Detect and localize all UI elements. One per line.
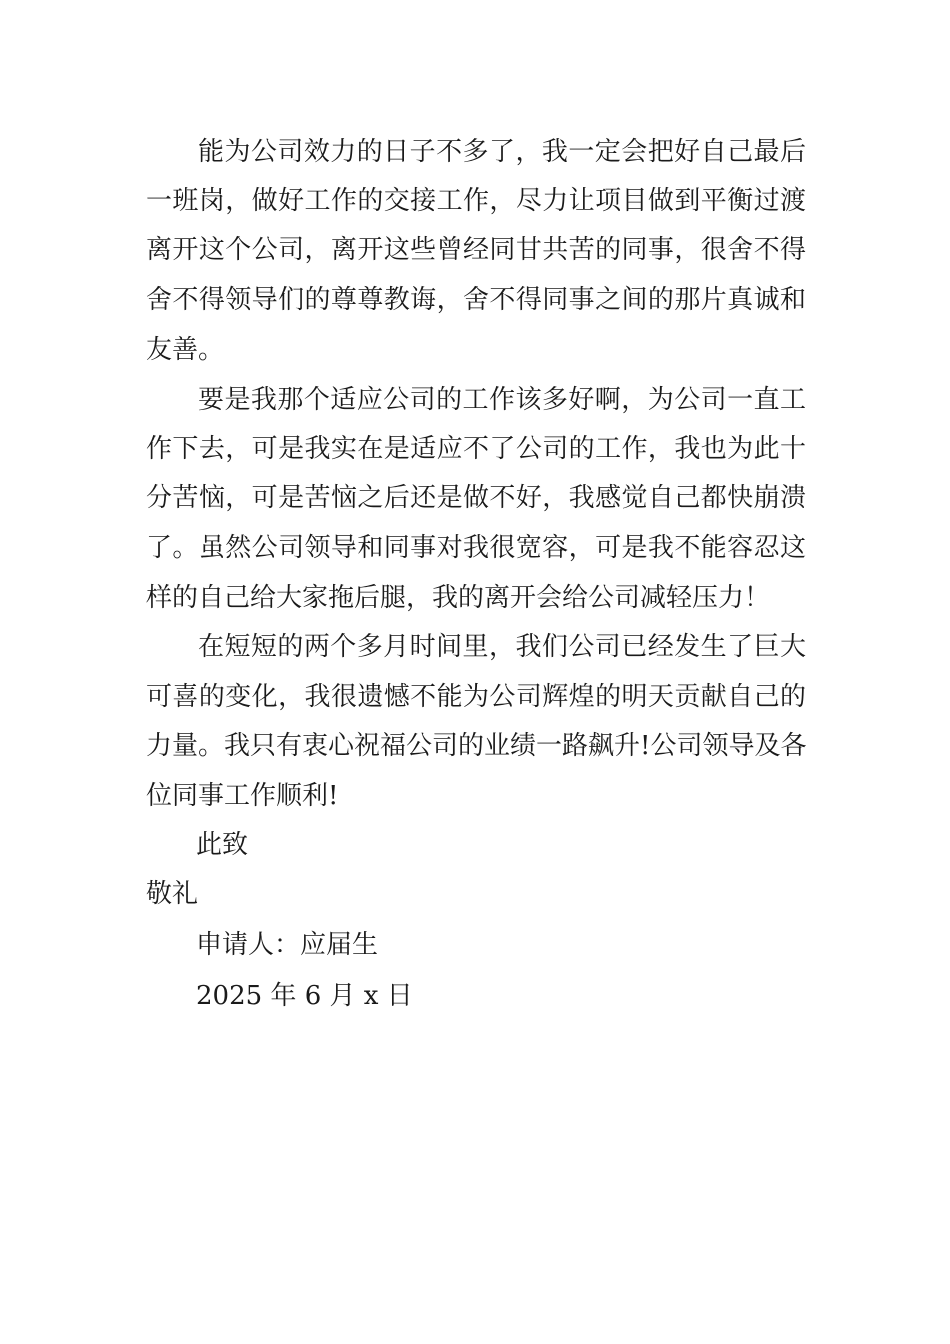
paragraph-2-line-2: 作下去，可是我实在是适应不了公司的工作，我也为此十	[146, 434, 806, 464]
paragraph-1-line-1: 能为公司效力的日子不多了，我一定会把好自己最后	[198, 137, 806, 167]
paragraph-1-line-5: 友善。	[146, 335, 225, 365]
closing-regards: 敬礼	[146, 879, 199, 909]
letter-date: 2025 年 6 月 x 日	[196, 981, 413, 1011]
paragraph-1-line-4: 舍不得领导们的尊尊教诲，舍不得同事之间的那片真诚和	[146, 285, 806, 315]
paragraph-2-line-1: 要是我那个适应公司的工作该多好啊，为公司一直工	[198, 385, 806, 415]
paragraph-3-line-2: 可喜的变化，我很遗憾不能为公司辉煌的明天贡献自己的	[146, 682, 806, 712]
paragraph-1-line-3: 离开这个公司，离开这些曾经同甘共苦的同事，很舍不得	[146, 235, 806, 265]
paragraph-3-line-1: 在短短的两个多月时间里，我们公司已经发生了巨大	[198, 632, 806, 662]
paragraph-2-line-4: 了。虽然公司领导和同事对我很宽容，可是我不能容忍这	[146, 533, 806, 563]
applicant-signature: 申请人：应届生	[196, 930, 379, 960]
closing-salutation: 此致	[196, 830, 249, 860]
paragraph-1-line-2: 一班岗，做好工作的交接工作，尽力让项目做到平衡过渡	[146, 186, 806, 216]
paragraph-2-line-5: 样的自己给大家拖后腿，我的离开会给公司减轻压力！	[146, 583, 771, 613]
paragraph-2-line-3: 分苦恼，可是苦恼之后还是做不好，我感觉自己都快崩溃	[146, 483, 806, 513]
paragraph-3-line-3: 力量。我只有衷心祝福公司的业绩一路飙升!公司领导及各	[146, 731, 807, 761]
paragraph-3-line-4: 位同事工作顺利!	[146, 781, 339, 811]
